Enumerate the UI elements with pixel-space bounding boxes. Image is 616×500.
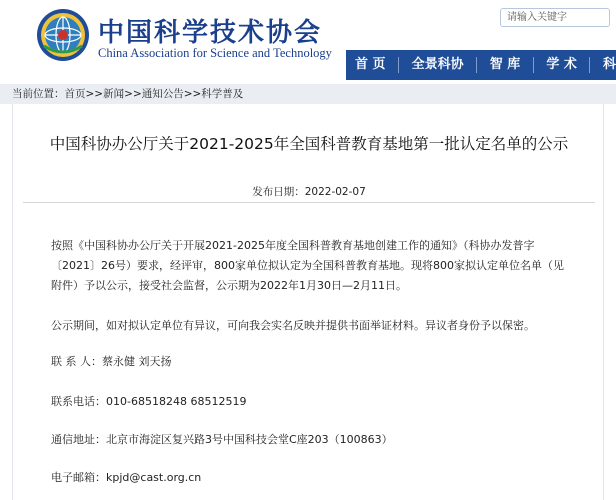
emblem-graphic xyxy=(36,8,90,62)
nav-divider xyxy=(476,57,477,73)
nav-item-more[interactable]: 科 xyxy=(602,57,616,72)
address-line xyxy=(51,430,393,450)
nav-item-overview[interactable]: 全景科协 xyxy=(411,57,464,72)
site-header xyxy=(0,0,616,84)
article-paragraph-1: 按照《中国科协办公厅关于开展2021-2025年度全国科普教育基地创建工作的通知》（科协办发普字〔2021〕26号）要求，经评审，800家单位拟认定为全国科普教育基地。现将800家拟认定单位名单（见附件）予以公示，接受社会监督，公示期为2022年1月30日—2月11日。 xyxy=(51,239,564,292)
search-input[interactable]: 请输入关键字 xyxy=(500,8,610,27)
nav-divider xyxy=(533,57,534,73)
main-nav xyxy=(346,50,616,80)
phone-label: 联系电话： xyxy=(51,395,106,408)
logo-chinese-name[interactable]: 中国科学技术协会 xyxy=(98,18,323,48)
email-line xyxy=(51,468,201,488)
nav-item-think-tank[interactable]: 智 库 xyxy=(489,57,521,72)
publish-date-label: 发布日期： xyxy=(252,186,305,198)
address-label: 通信地址： xyxy=(51,433,106,446)
page-title: 中国科协办公厅关于2021-2025年全国科普教育基地第一批认定名单的公示 xyxy=(49,135,569,153)
contact-line xyxy=(51,352,172,372)
breadcrumb-path[interactable]: 首页>>新闻>>通知公告>>科学普及 xyxy=(64,88,244,100)
article-paragraph-2: 公示期间，如对拟认定单位有异议，可向我会实名反映并提供书面举证材料。异议者身份予以保密。 xyxy=(51,319,535,332)
publish-date-value: 2022-02-07 xyxy=(304,186,366,198)
email-label: 电子邮箱： xyxy=(51,471,106,484)
contact-label: 联 系 人： xyxy=(51,355,102,368)
address-value: 北京市海淀区复兴路3号中国科技会堂C座203（100863） xyxy=(106,433,393,446)
logo-english-name[interactable]: China Association for Science and Technology xyxy=(98,46,332,60)
contact-value: 蔡永健 刘天扬 xyxy=(102,355,172,368)
nav-divider xyxy=(589,57,590,73)
publish-date xyxy=(13,184,605,199)
nav-divider xyxy=(398,57,399,73)
divider xyxy=(23,202,595,203)
breadcrumb xyxy=(0,84,616,104)
article-container xyxy=(12,104,604,500)
phone-value: 010-68518248 68512519 xyxy=(106,395,247,408)
cast-emblem-icon[interactable] xyxy=(36,8,90,62)
nav-item-home[interactable]: 首 页 xyxy=(355,57,386,72)
email-value[interactable]: kpjd@cast.org.cn xyxy=(106,471,202,484)
nav-item-academic[interactable]: 学 术 xyxy=(546,57,577,72)
breadcrumb-label: 当前位置： xyxy=(12,88,65,100)
phone-line xyxy=(51,392,246,412)
